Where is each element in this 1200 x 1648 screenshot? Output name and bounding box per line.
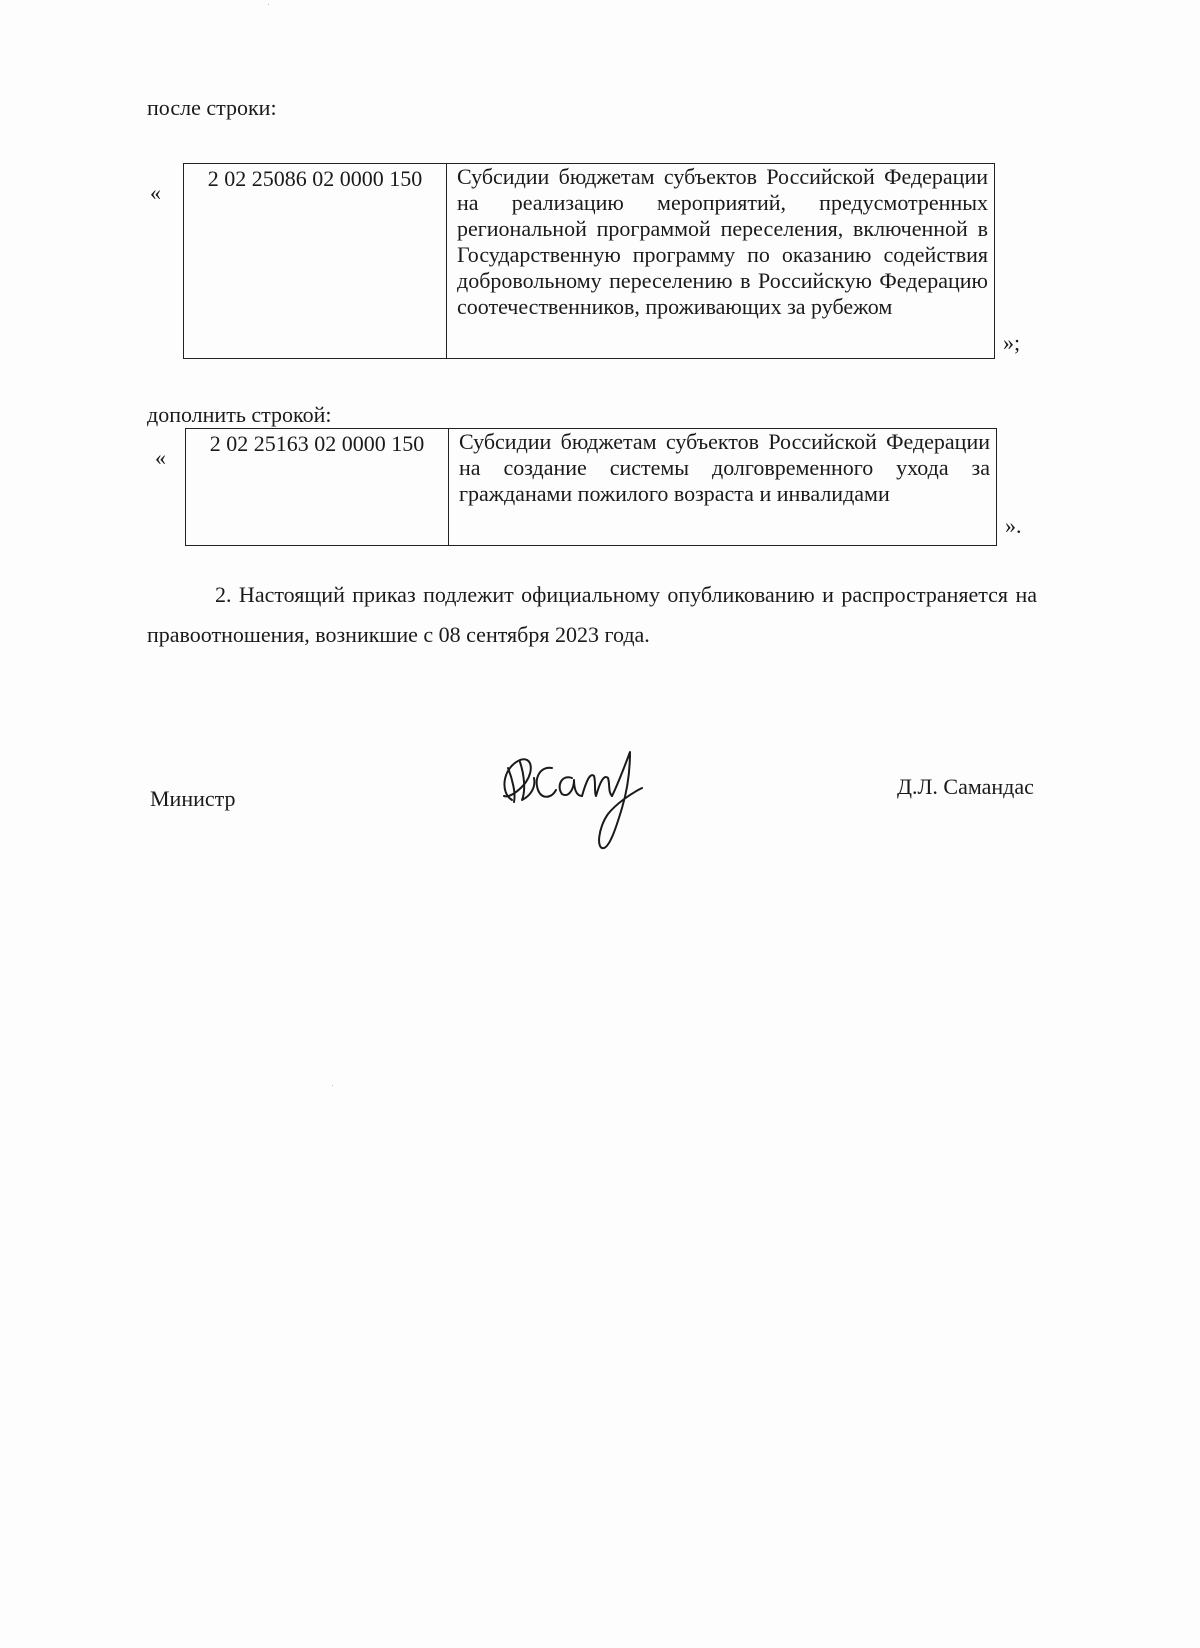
table-row — [184, 164, 995, 359]
amendment-table-2 — [185, 428, 997, 546]
signer-position: Министр — [150, 786, 236, 811]
budget-description-cell: Субсидии бюджетам субъектов Российской Федерации на реализацию мероприятий, предусмотренных региональной программой переселения, включенной в Государственную программу по оказанию содействия добровольному переселению в Российскую Федерацию соотечественников, проживающих за рубежом — [447, 164, 995, 359]
table-row — [186, 429, 997, 546]
row2-close-quote: ». — [1005, 513, 1022, 538]
row1-open-quote: « — [150, 180, 161, 205]
signer-name: Д.Л. Самандас — [897, 774, 1034, 799]
row1-close-quote: »; — [1003, 330, 1021, 355]
budget-code-cell: 2 02 25163 02 0000 150 — [186, 429, 449, 546]
row2-open-quote: « — [155, 445, 166, 470]
intro-after-line: после строки: — [147, 95, 277, 120]
scan-speck — [268, 4, 269, 5]
intro-add-line: дополнить строкой: — [147, 402, 332, 427]
amendment-table-1 — [183, 163, 995, 359]
budget-description-cell: Субсидии бюджетам субъектов Российской Федерации на создание системы долговременного ухода за гражданами пожилого возраста и инвалидами — [449, 429, 997, 546]
handwritten-signature — [490, 738, 660, 858]
scan-speck — [332, 1085, 333, 1086]
paragraph-2: 2. Настоящий приказ подлежит официальному опубликованию и распространяется на правоотношения, возникшие с 08 сентября 2023 года. — [147, 582, 1037, 647]
budget-code-cell: 2 02 25086 02 0000 150 — [184, 164, 447, 359]
